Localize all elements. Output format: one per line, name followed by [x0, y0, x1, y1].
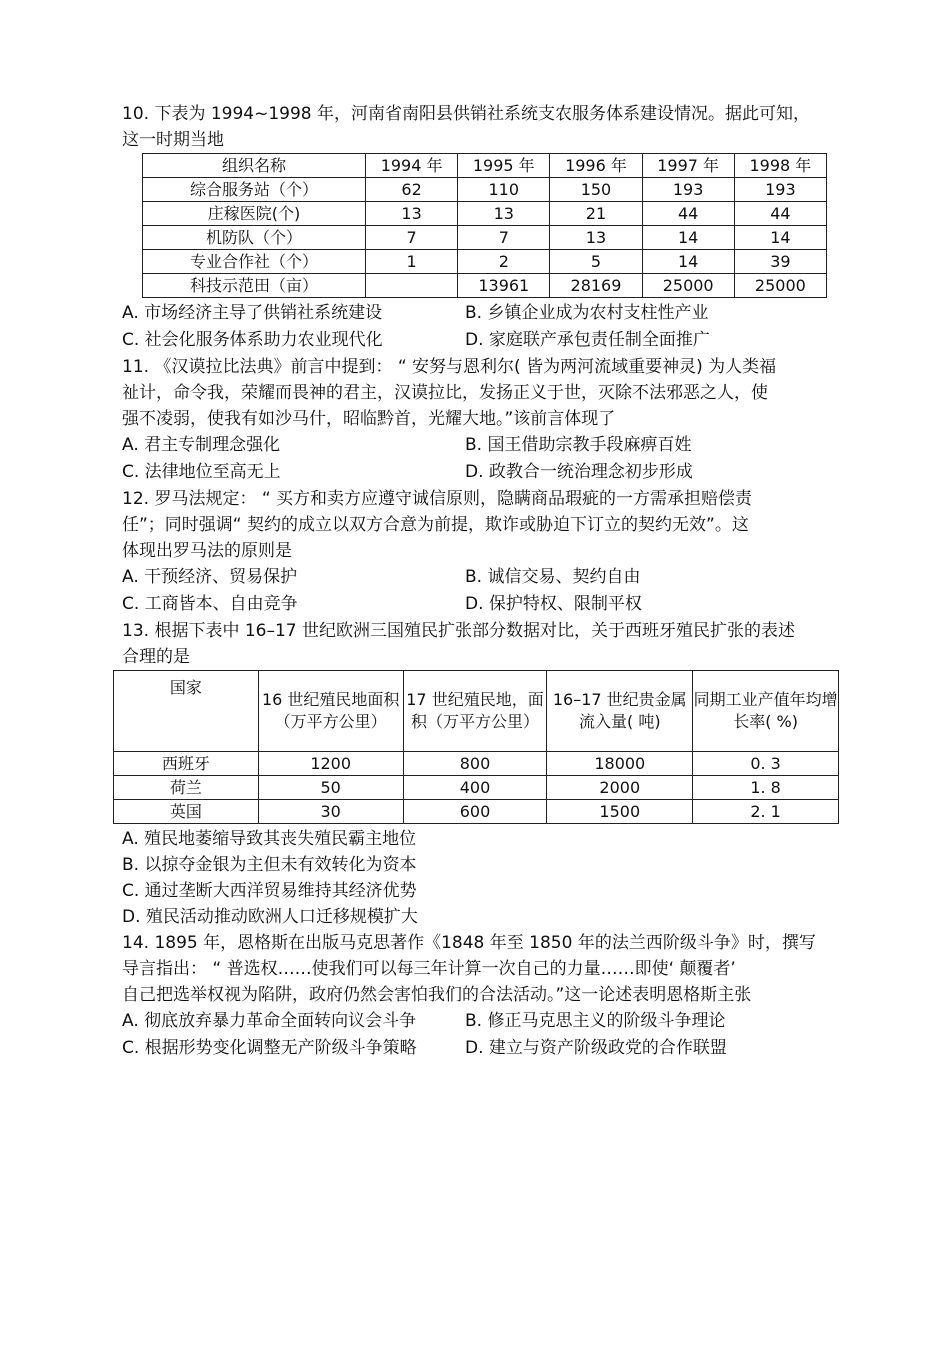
q13-table [113, 670, 839, 824]
question-10 [122, 101, 840, 354]
table-cell: 21 [550, 202, 642, 226]
table-cell: 5 [550, 250, 642, 274]
q10-stem-line-1: 10. 下表为 1994~1998 年，河南省南阳县供销社系统支农服务体系建设情况。据此可知， [122, 104, 811, 124]
table-row [143, 250, 827, 274]
table-cell: 13961 [458, 274, 550, 298]
table-cell: 1994 年 [366, 154, 458, 178]
q12-stem-line-3: 体现出罗马法的原则是 [122, 541, 292, 561]
table-cell: 14 [642, 226, 734, 250]
table-cell: 组织名称 [143, 154, 366, 178]
table-row [143, 226, 827, 250]
q11-option-b[interactable]: B. 国王借助宗教手段麻痹百姓 [465, 435, 692, 455]
question-12 [122, 486, 840, 618]
table-cell: 44 [734, 202, 826, 226]
q10-options-row-1 [122, 300, 840, 327]
q10-option-c[interactable]: C. 社会化服务体系助力农业现代化 [122, 330, 383, 350]
table-cell: 14 [734, 226, 826, 250]
q12-stem-line-1: 12. 罗马法规定： “ 买方和卖方应遵守诚信原则，隐瞒商品瑕疵的一方需承担赔偿责 [122, 489, 753, 509]
table-cell: 800 [403, 752, 547, 776]
q11-option-a[interactable]: A. 君主专制理念强化 [122, 435, 281, 455]
q14-stem-line-2: 导言指出： “ 普选权……使我们可以每三年计算一次自己的力量……即使‘ 颠覆者’ [122, 959, 736, 979]
q12-stem-line-2: 任”；同时强调“ 契约的成立以双方合意为前提，欺诈或胁迫下订立的契约无效”。这 [122, 515, 749, 535]
table-row [114, 776, 839, 800]
table-cell: 荷兰 [114, 776, 259, 800]
table-cell: 193 [642, 178, 734, 202]
q14-option-a[interactable]: A. 彻底放弃暴力革命全面转向议会斗争 [122, 1011, 417, 1031]
q12-option-d[interactable]: D. 保护特权、限制平权 [465, 594, 642, 614]
q13-stem-line-2: 合理的是 [122, 647, 190, 667]
table-cell: 25000 [734, 274, 826, 298]
q14-option-c[interactable]: C. 根据形势变化调整无产阶级斗争策略 [122, 1038, 417, 1058]
q13-option-b[interactable]: B. 以掠夺金银为主但未有效转化为资本 [122, 855, 417, 875]
table-row [114, 800, 839, 824]
q10-options-row-2 [122, 327, 840, 354]
table-cell: 2000 [547, 776, 693, 800]
q13-option-d[interactable]: D. 殖民活动推动欧洲人口迁移规模扩大 [122, 907, 418, 927]
table-row [143, 202, 827, 226]
q11-option-d[interactable]: D. 政教合一统治理念初步形成 [465, 462, 693, 482]
table-cell: 1997 年 [642, 154, 734, 178]
table-cell: 1995 年 [458, 154, 550, 178]
table-cell: 0. 3 [693, 752, 839, 776]
exam-page [122, 101, 840, 1062]
table-cell: 110 [458, 178, 550, 202]
q11-options-row-1 [122, 432, 840, 459]
table-cell: 1 [366, 250, 458, 274]
q10-stem-line-2: 这一时期当地 [122, 130, 224, 150]
table-cell: 西班牙 [114, 752, 259, 776]
q13-stem-line-1: 13. 根据下表中 16–17 世纪欧洲三国殖民扩张部分数据对比，关于西班牙殖民扩张的表述 [122, 621, 796, 641]
q14-stem-line-3: 自己把选举权视为陷阱，政府仍然会害怕我们的合法活动。”这一论述表明恩格斯主张 [122, 985, 752, 1005]
q14-option-b[interactable]: B. 修正马克思主义的阶级斗争理论 [465, 1011, 726, 1031]
table-cell: 16–17 世纪贵金属流入量( 吨) [547, 671, 693, 752]
table-cell: 25000 [642, 274, 734, 298]
table-cell: 1998 年 [734, 154, 826, 178]
table-cell: 600 [403, 800, 547, 824]
table-row [143, 274, 827, 298]
table-header-row [114, 671, 839, 752]
q14-options-row-2 [122, 1035, 840, 1062]
table-cell: 1996 年 [550, 154, 642, 178]
q13-option-c[interactable]: C. 通过垄断大西洋贸易维持其经济优势 [122, 881, 417, 901]
q12-options-row-1 [122, 564, 840, 591]
table-cell: 14 [642, 250, 734, 274]
q10-option-d[interactable]: D. 家庭联产承包责任制全面推广 [465, 330, 710, 350]
q14-stem-line-1: 14. 1895 年，恩格斯在出版马克思著作《1848 年至 1850 年的法兰西阶级斗争》时，撰写 [122, 933, 816, 953]
table-cell: 2. 1 [693, 800, 839, 824]
table-cell: 400 [403, 776, 547, 800]
table-cell: 1. 8 [693, 776, 839, 800]
q10-option-a[interactable]: A. 市场经济主导了供销社系统建设 [122, 303, 383, 323]
table-cell: 16 世纪殖民地面积（万平方公里） [258, 671, 403, 752]
table-cell [366, 274, 458, 298]
table-cell: 30 [258, 800, 403, 824]
q12-options-row-2 [122, 591, 840, 618]
question-14 [122, 930, 840, 1062]
table-cell: 13 [550, 226, 642, 250]
table-cell: 2 [458, 250, 550, 274]
table-cell: 39 [734, 250, 826, 274]
table-header-row [143, 154, 827, 178]
q11-stem-line-2: 祉计，命令我，荣耀而畏神的君主，汉谟拉比，发扬正义于世，灭除不法邪恶之人，使 [122, 383, 768, 403]
table-cell: 专业合作社（个） [143, 250, 366, 274]
table-cell: 13 [458, 202, 550, 226]
q11-stem-line-3: 强不凌弱，使我有如沙马什，昭临黔首，光耀大地。”该前言体现了 [122, 409, 616, 429]
table-cell: 28169 [550, 274, 642, 298]
table-cell: 1200 [258, 752, 403, 776]
table-cell: 7 [458, 226, 550, 250]
table-cell: 18000 [547, 752, 693, 776]
table-cell: 150 [550, 178, 642, 202]
q12-option-c[interactable]: C. 工商皆本、自由竞争 [122, 594, 298, 614]
table-row [143, 178, 827, 202]
table-cell: 科技示范田（亩） [143, 274, 366, 298]
table-cell: 英国 [114, 800, 259, 824]
q11-options-row-2 [122, 459, 840, 486]
table-cell: 1500 [547, 800, 693, 824]
table-cell: 13 [366, 202, 458, 226]
question-11 [122, 354, 840, 486]
table-row [114, 752, 839, 776]
table-cell: 机防队（个） [143, 226, 366, 250]
table-cell: 50 [258, 776, 403, 800]
q12-option-b[interactable]: B. 诚信交易、契约自由 [465, 567, 641, 587]
table-cell: 193 [734, 178, 826, 202]
table-cell: 44 [642, 202, 734, 226]
q14-option-d[interactable]: D. 建立与资产阶级政党的合作联盟 [465, 1038, 727, 1058]
table-cell: 综合服务站（个） [143, 178, 366, 202]
table-cell: 庄稼医院(个) [143, 202, 366, 226]
q12-option-a[interactable]: A. 干预经济、贸易保护 [122, 567, 298, 587]
question-13 [122, 618, 840, 930]
q11-stem-line-1: 11. 《汉谟拉比法典》前言中提到： “ 安努与恩利尔( 皆为两河流域重要神灵) 为人类福 [122, 357, 777, 377]
table-cell: 国家 [114, 671, 259, 752]
table-cell: 同期工业产值年均增长率( %) [693, 671, 839, 752]
q10-table [142, 153, 827, 298]
q14-options-row-1 [122, 1008, 840, 1035]
q10-option-b[interactable]: B. 乡镇企业成为农村支柱性产业 [465, 303, 709, 323]
q13-option-a[interactable]: A. 殖民地萎缩导致其丧失殖民霸主地位 [122, 829, 417, 849]
table-cell: 7 [366, 226, 458, 250]
q11-option-c[interactable]: C. 法律地位至高无上 [122, 462, 281, 482]
table-cell: 62 [366, 178, 458, 202]
table-cell: 17 世纪殖民地，面积（万平方公里） [403, 671, 547, 752]
